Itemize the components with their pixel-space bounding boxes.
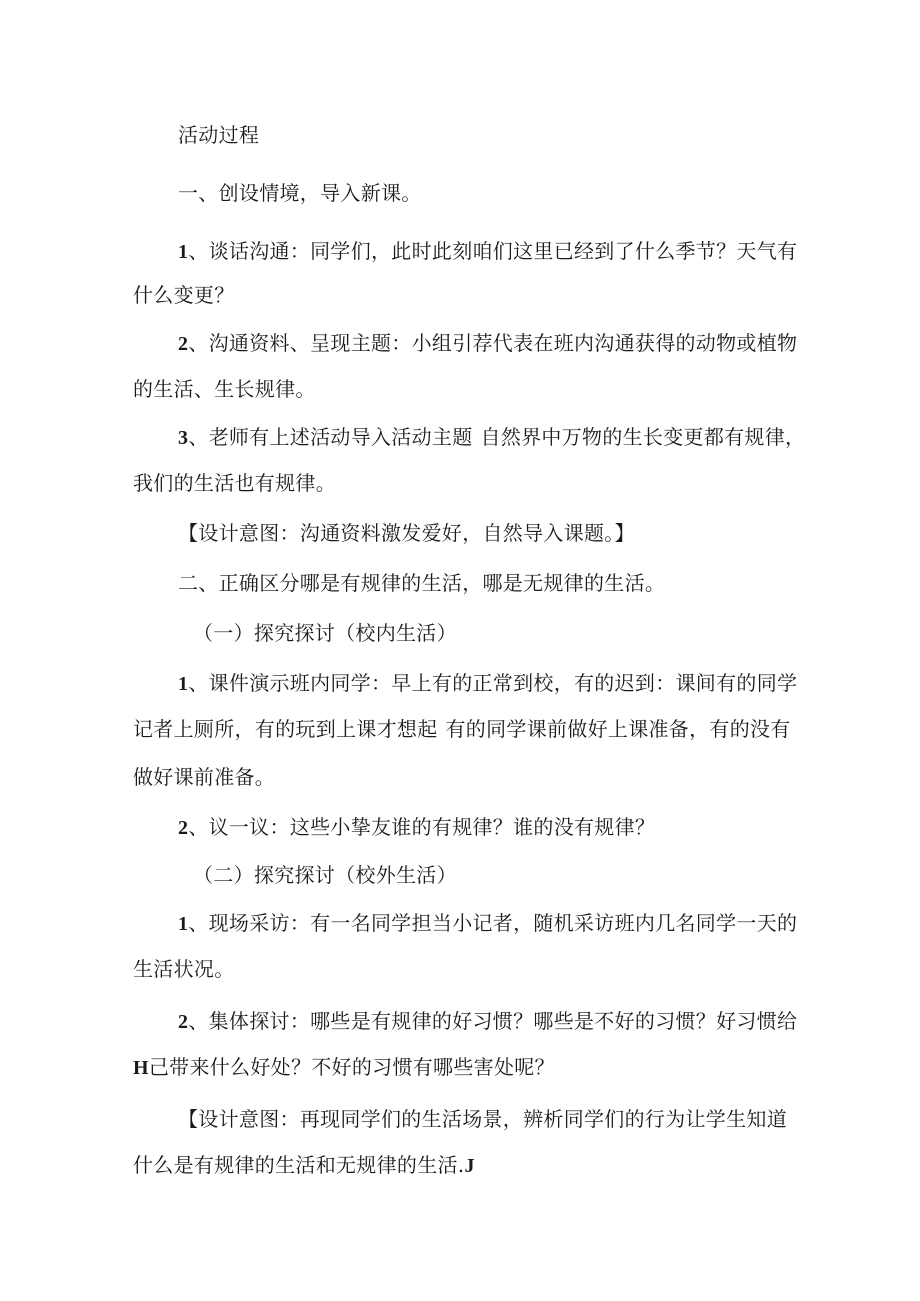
sub1-item1-line3: 做好课前准备。 xyxy=(133,765,276,789)
sub2-item2-num: 2 xyxy=(178,1011,189,1033)
sub1-item1-num: 1 xyxy=(178,673,189,695)
sub2-item1-line2: 生活状况。 xyxy=(133,957,235,981)
s2-design-intent-end: J xyxy=(464,1155,475,1177)
s1-design-intent: 【设计意图：沟通资料激发爱好，自然导入课题。】 xyxy=(178,521,635,545)
section-one-title: 一、创设情境，导入新课。 xyxy=(178,181,422,205)
sub2-item2-line1 xyxy=(178,1008,797,1035)
s1-item2-line1 xyxy=(178,330,797,357)
sub2-item2-text1: 、集体探讨：哪些是有规律的好习惯？哪些是不好的习惯？好习惯给 xyxy=(188,1009,798,1033)
sub-one-title: （一）探究探讨（校内生活） xyxy=(193,621,457,645)
s1-item2-text1: 、沟通资料、呈现主题：小组引荐代表在班内沟通获得的动物或植物 xyxy=(188,331,798,355)
s1-item2-line2: 的生活、生长规律。 xyxy=(133,377,316,401)
s1-item3-text1b: 自然界中万物的生长变更都有规律， xyxy=(480,425,806,449)
sub2-item2-line2 xyxy=(133,1054,555,1081)
s2-design-intent-text2: 什么是有规律的生活和无规律的生活. xyxy=(133,1153,465,1177)
section-two-title: 二、正确区分哪是有规律的生活，哪是无规律的生活。 xyxy=(178,571,666,595)
sub1-item1-line2 xyxy=(133,716,791,742)
sub1-item1-text2a: 记者上厕所，有的玩到上课才想起 xyxy=(133,717,438,741)
sub1-item2-num: 2 xyxy=(178,817,189,839)
sub1-item2-text1: 、议一议：这些小挚友谁的有规律？谁的没有规律？ xyxy=(188,815,656,839)
sub2-item1-text1: 、现场采访：有一名同学担当小记者，随机采访班内几名同学一天的 xyxy=(188,911,798,935)
s1-item3-line2: 我们的生活也有规律。 xyxy=(133,471,336,495)
s1-item3-line1 xyxy=(178,424,805,451)
s2-design-intent-line1: 【设计意图：再现同学们的生活场景，辨析同学们的行为让学生知道 xyxy=(178,1107,787,1131)
sub2-item1-num: 1 xyxy=(178,913,189,935)
s1-item1-text1: 、谈话沟通：同学们，此时此刻咱们这里已经到了什么季节？天气有 xyxy=(188,239,798,263)
sub1-item1-line1 xyxy=(178,670,797,697)
s1-item1-num: 1 xyxy=(178,241,189,263)
sub1-item1-text2b: 有的同学课前做好上课准备，有的没有 xyxy=(445,717,791,741)
s1-item3-num: 3 xyxy=(178,427,189,449)
s1-item1-line1 xyxy=(178,238,797,265)
sub1-item1-text1: 、课件演示班内同学：早上有的正常到校，有的迟到：课间有的同学 xyxy=(188,671,798,695)
s1-item1-line2: 什么变更？ xyxy=(133,283,235,307)
sub2-item2-letter: H xyxy=(133,1057,149,1079)
heading: 活动过程 xyxy=(178,123,260,147)
sub2-item1-line1 xyxy=(178,910,797,937)
sub-two-title: （二）探究探讨（校外生活） xyxy=(193,863,457,887)
s2-design-intent-line2 xyxy=(133,1152,475,1179)
sub2-item2-text2: 己带来什么好处？不好的习惯有哪些害处呢？ xyxy=(148,1055,555,1079)
s1-item2-num: 2 xyxy=(178,333,189,355)
s1-item3-text1: 、老师有上述活动导入活动主题 xyxy=(188,425,473,449)
sub1-item2-line1 xyxy=(178,814,655,841)
